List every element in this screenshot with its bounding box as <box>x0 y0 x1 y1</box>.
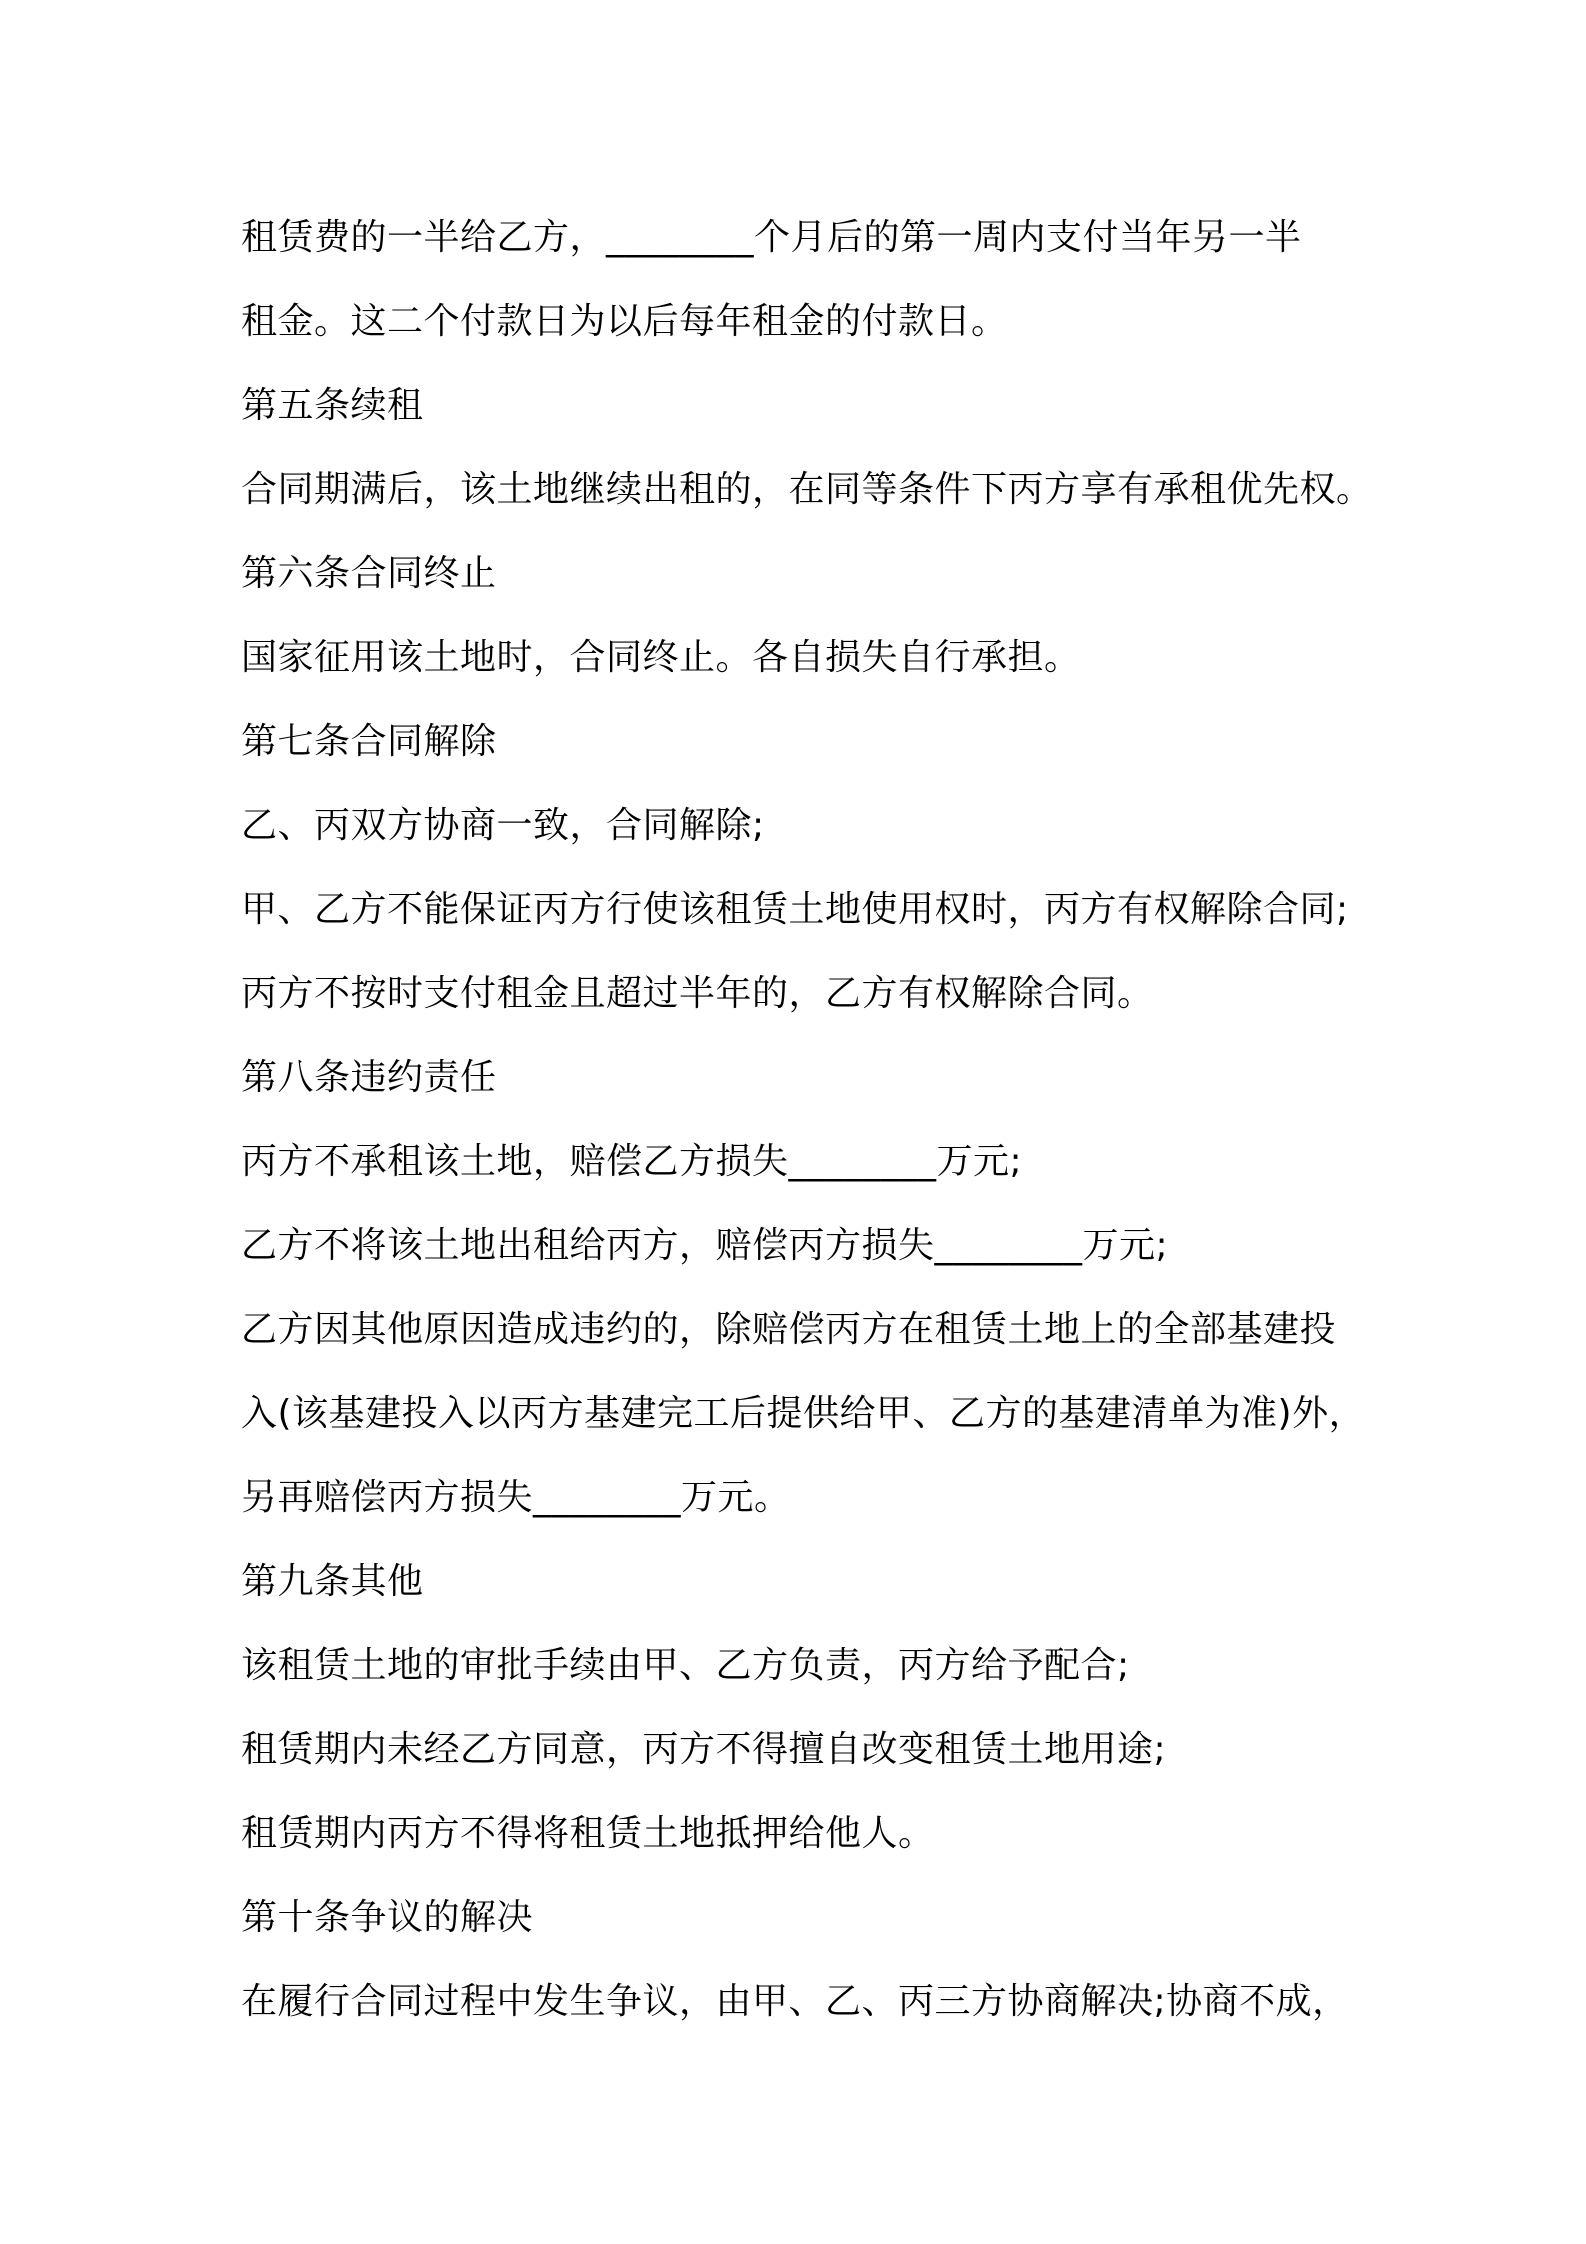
text-line: 丙方不承租该土地，赔偿乙方损失________万元; <box>241 1141 1023 1182</box>
text-line: 租金。这二个付款日为以后每年租金的付款日。 <box>241 301 1008 342</box>
section-heading: 第七条合同解除 <box>241 721 497 762</box>
text-line: 合同期满后，该土地继续出租的，在同等条件下丙方享有承租优先权。 <box>241 469 1373 510</box>
text-line: 租赁期内丙方不得将租赁土地抵押给他人。 <box>241 1813 935 1854</box>
text-line: 国家征用该土地时，合同终止。各自损失自行承担。 <box>241 637 1081 678</box>
section-heading: 第五条续租 <box>241 385 424 426</box>
text-line: 丙方不按时支付租金且超过半年的，乙方有权解除合同。 <box>241 973 1154 1014</box>
text-line: 乙、丙双方协商一致，合同解除; <box>241 805 765 846</box>
text-line: 在履行合同过程中发生争议，由甲、乙、丙三方协商解决;协商不成， <box>241 1981 1349 2022</box>
text-line: 该租赁土地的审批手续由甲、乙方负责，丙方给予配合; <box>241 1645 1130 1686</box>
section-heading: 第九条其他 <box>241 1561 424 1602</box>
document-body <box>241 196 1381 2044</box>
text-line: 租赁费的一半给乙方，________个月后的第一周内支付当年另一半 <box>241 217 1302 258</box>
text-line: 乙方因其他原因造成违约的，除赔偿丙方在租赁土地上的全部基建投 <box>241 1309 1337 1350</box>
section-heading: 第十条争议的解决 <box>241 1897 534 1938</box>
section-heading: 第六条合同终止 <box>241 553 497 594</box>
text-line: 甲、乙方不能保证丙方行使该租赁土地使用权时，丙方有权解除合同; <box>241 889 1349 930</box>
section-heading: 第八条违约责任 <box>241 1057 497 1098</box>
text-line: 入(该基建投入以丙方基建完工后提供给甲、乙方的基建清单为准)外， <box>241 1393 1366 1434</box>
text-line: 乙方不将该土地出租给丙方，赔偿丙方损失________万元; <box>241 1225 1169 1266</box>
text-line: 另再赔偿丙方损失________万元。 <box>241 1477 791 1518</box>
text-line: 租赁期内未经乙方同意，丙方不得擅自改变租赁土地用途; <box>241 1729 1167 1770</box>
